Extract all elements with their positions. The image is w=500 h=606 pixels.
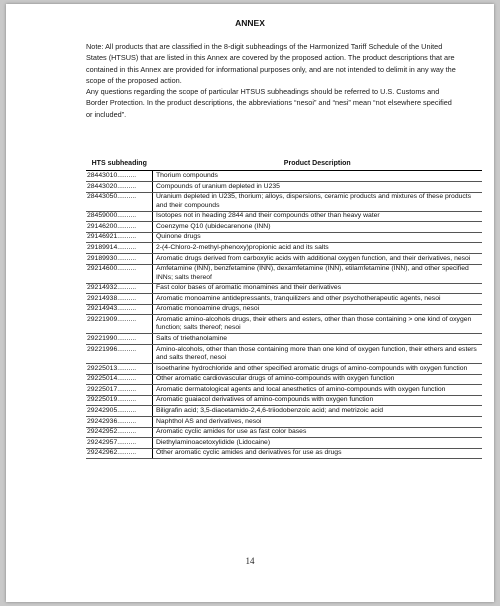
hts-code-cell: 29225014.......... bbox=[86, 374, 153, 385]
product-description-cell: Thorium compounds bbox=[153, 171, 483, 182]
table-row bbox=[86, 264, 482, 283]
table-row bbox=[86, 283, 482, 294]
product-description-cell: Other aromatic cyclic amides and derivatives for use as drugs bbox=[153, 448, 483, 459]
hts-code-cell: 29214932.......... bbox=[86, 283, 153, 294]
hts-code-cell: 29221909.......... bbox=[86, 315, 153, 334]
table-row bbox=[86, 374, 482, 385]
table-row bbox=[86, 304, 482, 315]
table-row bbox=[86, 192, 482, 211]
hts-code-cell: 29214938.......... bbox=[86, 294, 153, 305]
hts-table bbox=[86, 159, 482, 459]
table-row bbox=[86, 243, 482, 254]
page-number: 14 bbox=[245, 556, 255, 566]
hts-code-cell: 29146200.......... bbox=[86, 222, 153, 233]
table-row bbox=[86, 395, 482, 406]
hts-code-cell: 29242957.......... bbox=[86, 438, 153, 449]
product-description-cell: Isotopes not in heading 2844 and their compounds other than heavy water bbox=[153, 211, 483, 222]
table-row bbox=[86, 363, 482, 374]
header-product-description: Product Description bbox=[153, 159, 483, 171]
table-row bbox=[86, 385, 482, 396]
hts-code-cell: 29225017.......... bbox=[86, 385, 153, 396]
product-description-cell: Coenzyme Q10 (ubidecarenone (INN) bbox=[153, 222, 483, 233]
product-description-cell: Naphthol AS and derivatives, nesoi bbox=[153, 416, 483, 427]
hts-code-cell: 29225019.......... bbox=[86, 395, 153, 406]
product-description-cell: Aromatic monoamine drugs, nesoi bbox=[153, 304, 483, 315]
hts-code-cell: 29146921.......... bbox=[86, 232, 153, 243]
document-page bbox=[6, 4, 494, 602]
hts-code-cell: 28443010.......... bbox=[86, 171, 153, 182]
product-description-cell: Aromatic drugs derived from carboxylic acids with additional oxygen function, and their derivatives, nesoi bbox=[153, 253, 483, 264]
hts-code-cell: 28443020.......... bbox=[86, 182, 153, 193]
product-description-cell: Aromatic monoamine antidepressants, tranquilizers and other psychotherapeutic agents, nesoi bbox=[153, 294, 483, 305]
product-description-cell: Biligrafin acid; 3,5-diacetamido-2,4,6-triiodobenzoic acid; and metrizoic acid bbox=[153, 406, 483, 417]
table-row bbox=[86, 427, 482, 438]
table-row bbox=[86, 222, 482, 233]
product-description-cell: Amfetamine (INN), benzfetamine (INN), dexamfetamine (INN), etilamfetamine (INN), and other specified INNs; salts thereof bbox=[153, 264, 483, 283]
hts-code-cell: 29225013.......... bbox=[86, 363, 153, 374]
product-description-cell: Isoetharine hydrochloride and other specified aromatic drugs of amino-compounds with oxygen function bbox=[153, 363, 483, 374]
table-row bbox=[86, 438, 482, 449]
product-description-cell: Aromatic amino-alcohols drugs, their ethers and esters, other than those containing > one kind of oxygen function; salts thereof; nesoi bbox=[153, 315, 483, 334]
hts-code-cell: 28443050.......... bbox=[86, 192, 153, 211]
product-description-cell: Salts of triethanolamine bbox=[153, 334, 483, 345]
table-row bbox=[86, 334, 482, 345]
annex-title: ANNEX bbox=[235, 18, 265, 28]
product-description-cell: Diethylaminoacetoxylidide (Lidocaine) bbox=[153, 438, 483, 449]
product-description-cell: 2-(4-Chloro-2-methyl-phenoxy)propionic acid and its salts bbox=[153, 243, 483, 254]
product-description-cell: Aromatic guaiacol derivatives of amino-compounds with oxygen function bbox=[153, 395, 483, 406]
hts-code-cell: 29242952.......... bbox=[86, 427, 153, 438]
table-row bbox=[86, 344, 482, 363]
hts-code-cell: 29242936.......... bbox=[86, 416, 153, 427]
table-row bbox=[86, 416, 482, 427]
note-text bbox=[86, 41, 456, 120]
product-description-cell: Compounds of uranium depleted in U235 bbox=[153, 182, 483, 193]
table-header-row bbox=[86, 159, 482, 171]
table-row bbox=[86, 182, 482, 193]
product-description-cell: Aromatic cyclic amides for use as fast color bases bbox=[153, 427, 483, 438]
table-row bbox=[86, 211, 482, 222]
header-hts-subheading: HTS subheading bbox=[86, 159, 153, 171]
note-paragraph-2: Any questions regarding the scope of particular HTSUS subheadings should be referred to U.S. Customs and Border Protection. In the product descriptions, the abbreviations “nesoi” and “nesi” mean “not elsewhere specified or included”. bbox=[86, 87, 452, 119]
table-row bbox=[86, 315, 482, 334]
hts-code-cell: 29214943.......... bbox=[86, 304, 153, 315]
note-paragraph-1: Note: All products that are classified in the 8-digit subheadings of the Harmonized Tariff Schedule of the United States (HTSUS) that are listed in this Annex are covered by the proposed action. The product descriptions that are contained in this Annex are provided for informational purposes only, and are not intended to delimit in any way the scope of the proposed action. bbox=[86, 42, 456, 85]
product-description-cell: Amino-alcohols, other than those containing more than one kind of oxygen function, their ethers and esters and salts thereof, nesoi bbox=[153, 344, 483, 363]
hts-code-cell: 28459000.......... bbox=[86, 211, 153, 222]
hts-code-cell: 29221996.......... bbox=[86, 344, 153, 363]
hts-code-cell: 29242962.......... bbox=[86, 448, 153, 459]
table-row bbox=[86, 253, 482, 264]
table-row bbox=[86, 171, 482, 182]
product-description-cell: Quinone drugs bbox=[153, 232, 483, 243]
table-row bbox=[86, 232, 482, 243]
product-description-cell: Uranium depleted in U235, thorium; alloys, dispersions, ceramic products and mixtures of these products and their compounds bbox=[153, 192, 483, 211]
hts-code-cell: 29189930.......... bbox=[86, 253, 153, 264]
table-row bbox=[86, 448, 482, 459]
table-row bbox=[86, 294, 482, 305]
hts-code-cell: 29221990.......... bbox=[86, 334, 153, 345]
table-body bbox=[86, 171, 482, 459]
hts-code-cell: 29242905.......... bbox=[86, 406, 153, 417]
product-description-cell: Fast color bases of aromatic monamines and their derivatives bbox=[153, 283, 483, 294]
product-description-cell: Aromatic dermatological agents and local anesthetics of amino-compounds with oxygen function bbox=[153, 385, 483, 396]
hts-code-cell: 29189914.......... bbox=[86, 243, 153, 254]
table-row bbox=[86, 406, 482, 417]
hts-code-cell: 29214600.......... bbox=[86, 264, 153, 283]
product-description-cell: Other aromatic cardiovascular drugs of amino-compounds with oxygen function bbox=[153, 374, 483, 385]
